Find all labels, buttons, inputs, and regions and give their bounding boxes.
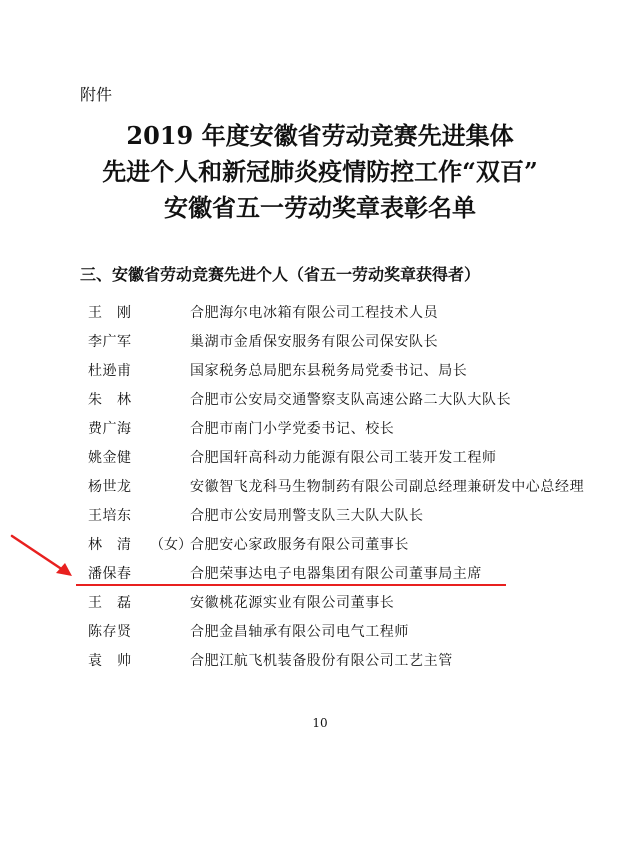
person-gender: （女） <box>150 537 192 553</box>
list-item <box>88 592 618 614</box>
person-name: 王 磊 <box>88 595 132 611</box>
list-item <box>88 389 618 411</box>
document-title-line-2: 先进个人和新冠肺炎疫情防控工作“双百” <box>102 157 538 186</box>
document-title-line-1: 2019 年度安徽省劳动竞赛先进集体 <box>126 121 514 150</box>
list-item <box>88 360 618 382</box>
person-organization: 合肥市南门小学党委书记、校长 <box>190 421 395 437</box>
person-organization: 合肥安心家政服务有限公司董事长 <box>190 537 409 553</box>
person-organization: 合肥金昌轴承有限公司电气工程师 <box>190 624 409 640</box>
person-name: 李广军 <box>88 334 132 350</box>
person-organization: 国家税务总局肥东县税务局党委书记、局长 <box>190 363 468 379</box>
person-organization: 合肥市公安局交通警察支队高速公路二大队大队长 <box>190 392 512 408</box>
list-item <box>88 476 618 498</box>
person-organization: 合肥海尔电冰箱有限公司工程技术人员 <box>190 305 439 321</box>
person-name: 朱 林 <box>88 392 132 408</box>
person-name: 王 刚 <box>88 305 132 321</box>
person-name: 杜逊甫 <box>88 363 132 379</box>
red-underline <box>76 584 506 586</box>
person-organization: 巢湖市金盾保安服务有限公司保安队长 <box>190 334 439 350</box>
person-name: 林 清 <box>88 537 132 553</box>
section-heading: 三、安徽省劳动竞赛先进个人（省五一劳动奖章获得者） <box>80 265 481 284</box>
list-item <box>88 505 618 527</box>
person-name: 姚金健 <box>88 450 132 466</box>
person-organization: 合肥荣事达电子电器集团有限公司董事局主席 <box>190 566 482 582</box>
person-name: 潘保春 <box>88 566 132 582</box>
person-organization: 合肥市公安局刑警支队三大队大队长 <box>190 508 424 524</box>
list-item <box>88 621 618 643</box>
document-title-line-3: 安徽省五一劳动奖章表彰名单 <box>164 193 476 222</box>
list-item-highlighted <box>88 563 618 585</box>
person-organization: 安徽桃花源实业有限公司董事长 <box>190 595 395 611</box>
person-name: 陈存贤 <box>88 624 132 640</box>
list-item <box>88 650 618 672</box>
list-item <box>88 302 618 324</box>
person-organization: 安徽智飞龙科马生物制药有限公司副总经理兼研发中心总经理 <box>190 479 585 495</box>
person-name: 杨世龙 <box>88 479 132 495</box>
person-name: 袁 帅 <box>88 653 132 669</box>
attachment-label: 附件 <box>80 85 113 104</box>
person-organization: 合肥江航飞机装备股份有限公司工艺主管 <box>190 653 453 669</box>
list-item <box>88 331 618 353</box>
person-name: 王培东 <box>88 508 132 524</box>
person-organization: 合肥国轩高科动力能源有限公司工装开发工程师 <box>190 450 497 466</box>
list-item <box>88 447 618 469</box>
person-name: 费广海 <box>88 421 132 437</box>
list-item <box>88 534 618 556</box>
red-arrow-icon <box>8 532 78 582</box>
list-item <box>88 418 618 440</box>
page-number: 10 <box>312 716 328 730</box>
